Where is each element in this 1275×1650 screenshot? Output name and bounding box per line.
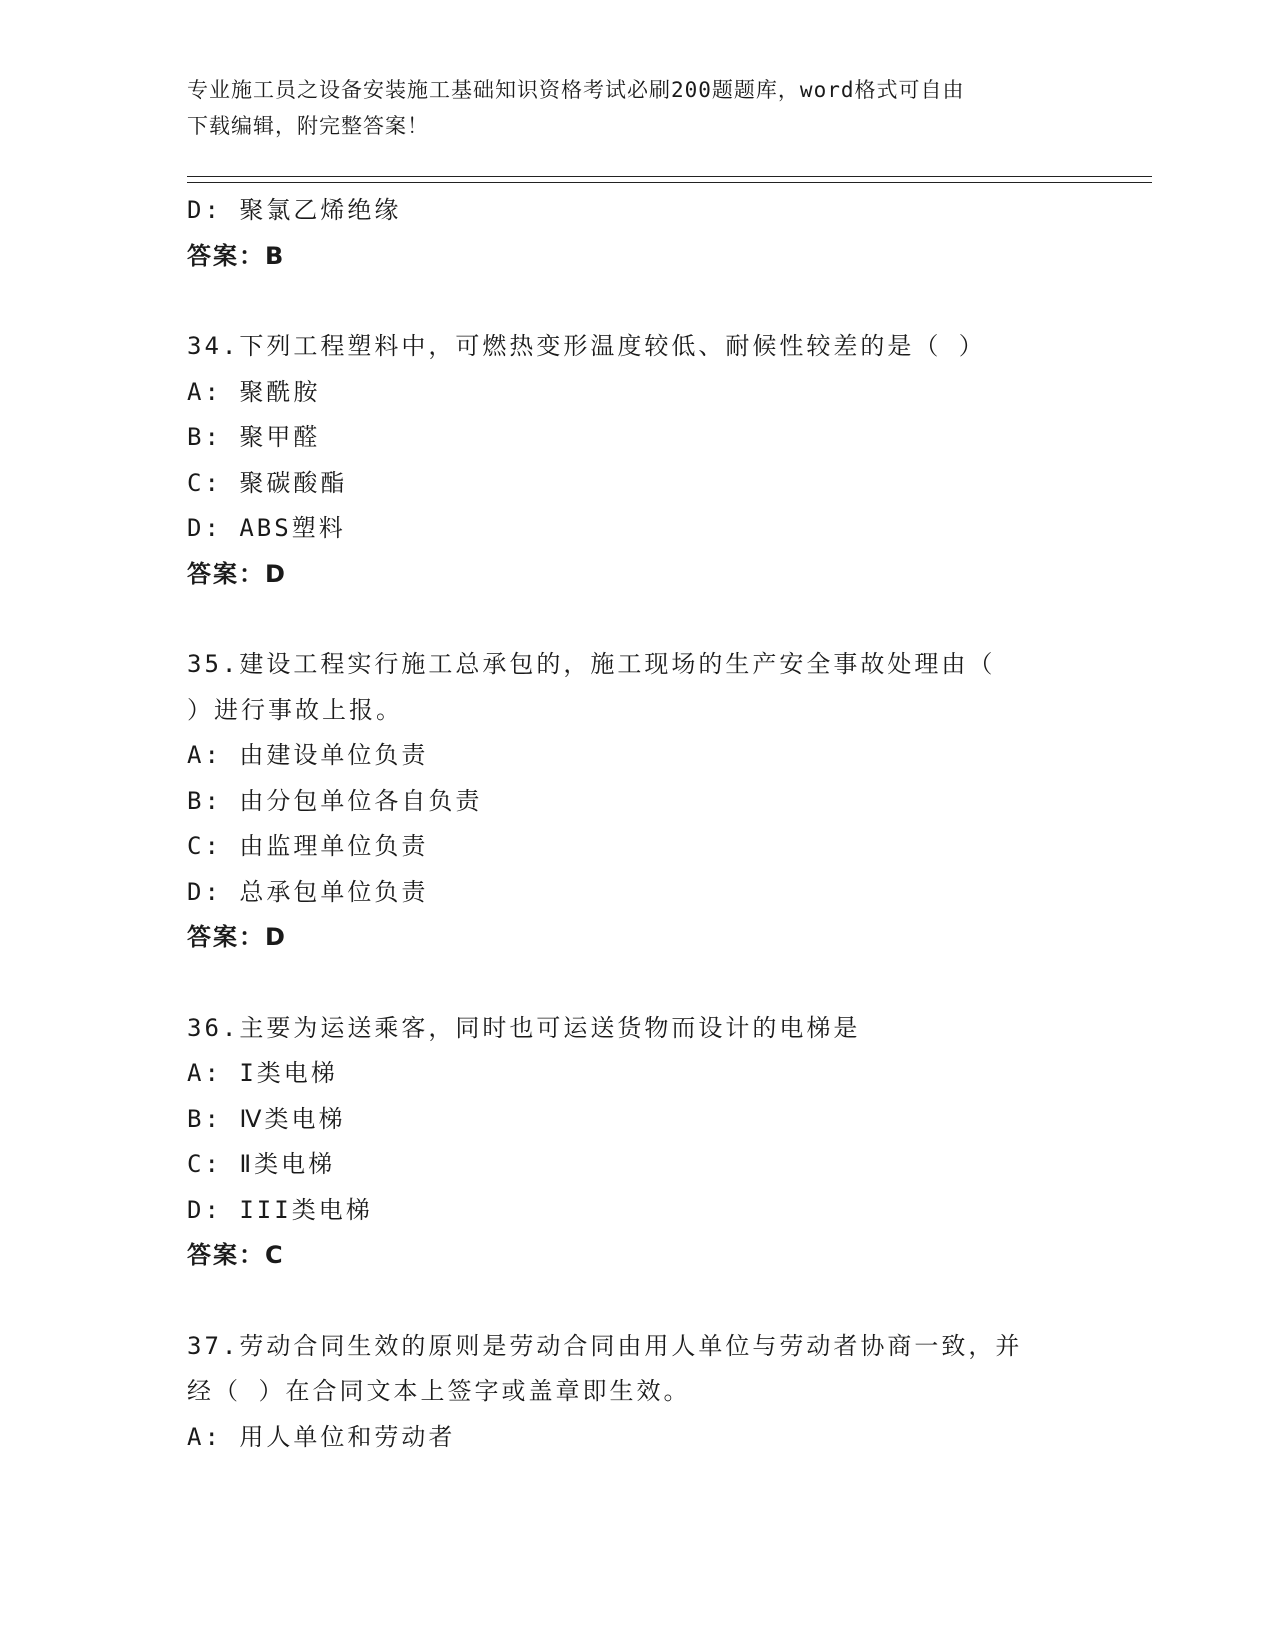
option-a: A: 由建设单位负责 bbox=[187, 741, 429, 769]
question-text: 37.劳动合同生效的原则是劳动合同由用人单位与劳动者协商一致，并 bbox=[187, 1331, 1023, 1360]
option-a: A: 用人单位和劳动者 bbox=[187, 1422, 456, 1451]
question-text: 35.建设工程实行施工总承包的，施工现场的生产安全事故处理由（ bbox=[187, 650, 996, 678]
header-rule-bottom bbox=[187, 182, 1152, 183]
option-c: C: Ⅱ类电梯 bbox=[187, 1150, 336, 1178]
option-b: B: Ⅳ类电梯 bbox=[187, 1104, 346, 1133]
header-line-1: 专业施工员之设备安装施工基础知识资格考试必刷200题题库，word格式可自由 bbox=[187, 78, 965, 102]
header-rule-top bbox=[187, 176, 1152, 177]
header-line-2: 下载编辑，附完整答案！ bbox=[187, 114, 429, 138]
option-b: B: 聚甲醛 bbox=[187, 423, 321, 451]
spacer bbox=[187, 597, 1087, 642]
spacer bbox=[187, 961, 1087, 1006]
question-text-continued: ）进行事故上报。 bbox=[187, 695, 403, 724]
answer: 答案：B bbox=[187, 241, 286, 270]
question-block-34 bbox=[187, 324, 1087, 597]
question-block-33 bbox=[187, 188, 1087, 279]
question-text: 34.下列工程塑料中，可燃热变形温度较低、耐候性较差的是（ ） bbox=[187, 332, 986, 360]
question-list bbox=[187, 188, 1087, 1460]
answer: 答案：D bbox=[187, 559, 287, 588]
answer: 答案：C bbox=[187, 1241, 285, 1269]
option-d: D: III类电梯 bbox=[187, 1195, 373, 1224]
option-c: C: 聚碳酸酯 bbox=[187, 468, 348, 497]
option-d: D: 聚氯乙烯绝缘 bbox=[187, 196, 402, 224]
question-block-36 bbox=[187, 1006, 1087, 1279]
question-block-35 bbox=[187, 642, 1087, 961]
spacer bbox=[187, 279, 1087, 324]
spacer bbox=[187, 1279, 1087, 1324]
question-text: 36.主要为运送乘客，同时也可运送货物而设计的电梯是 bbox=[187, 1013, 861, 1042]
document-header bbox=[187, 72, 1087, 144]
option-b: B: 由分包单位各自负责 bbox=[187, 786, 483, 815]
option-d: D: 总承包单位负责 bbox=[187, 877, 429, 906]
option-a: A: 聚酰胺 bbox=[187, 377, 321, 406]
question-text-continued: 经（ ）在合同文本上签字或盖章即生效。 bbox=[187, 1377, 691, 1405]
option-d: D: ABS塑料 bbox=[187, 514, 346, 542]
option-a: A: I类电梯 bbox=[187, 1059, 338, 1087]
question-block-37 bbox=[187, 1324, 1087, 1461]
option-c: C: 由监理单位负责 bbox=[187, 832, 429, 860]
answer: 答案：D bbox=[187, 923, 287, 951]
